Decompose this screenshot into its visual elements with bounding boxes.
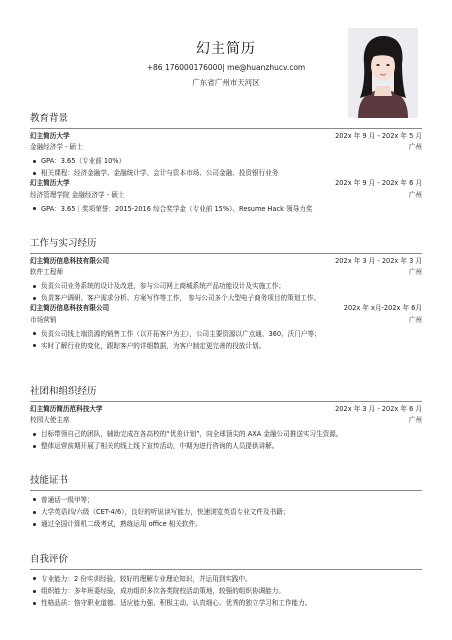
- section-social: [30, 386, 422, 452]
- entry-header: [30, 405, 422, 417]
- list-item: GPA：3.65（专业前 10%）: [30, 155, 422, 167]
- contact-line: +86 176000176000| me@huanzhucv.com: [146, 63, 306, 72]
- entry-subheader: [30, 191, 422, 203]
- section-education: [30, 113, 422, 215]
- entry-date: 202x 年 3 月 - 202x 年 6 月: [335, 404, 422, 413]
- entry-date: 202x 年 3 月 - 202x 年 3 月: [335, 256, 422, 265]
- section-evaluation: [30, 554, 422, 609]
- section-title-evaluation: 自我评价: [30, 554, 422, 570]
- entry-org: 幻主简历信息科技有限公司: [30, 304, 110, 313]
- entry-subheader: [30, 416, 422, 428]
- section-title-education: 教育背景: [30, 113, 422, 129]
- list-item: 大学英语四/六级（CET-4/6），良好的听说读写能力，快速浏览英语专业文件及书籍；: [30, 506, 422, 518]
- entry-location: 广州: [408, 143, 422, 152]
- section-title-skills: 技能证书: [30, 475, 422, 491]
- list-item: 实时了解行业的变化，跟踪客户的详细数据，为客户制定更完善的投放计划。: [30, 340, 422, 352]
- section-title-work: 工作与实习经历: [30, 238, 422, 254]
- list-item: 通过全国计算机二级考试，熟练运用 office 相关软件。: [30, 518, 422, 530]
- entry-bullets: [30, 203, 422, 215]
- entry-location: 广州: [408, 190, 422, 199]
- candidate-name: 幻主简历: [196, 41, 256, 57]
- entry-header: [30, 257, 422, 269]
- list-item: 普通话一级甲等；: [30, 494, 422, 506]
- entry-bullets: [30, 328, 422, 352]
- entry-role: 软件工程师: [30, 268, 63, 277]
- list-item: 目标带领自己的团队，辅助完成在各高校的“优差计划”，向全球顶尖的 AXA 金融公司推送实习生资源。: [30, 428, 422, 440]
- entry-location: 广州: [408, 268, 422, 277]
- profile-photo: [348, 28, 418, 118]
- entry-header: [30, 304, 422, 316]
- entry-location: 广州: [408, 416, 422, 425]
- list-item: 专业能力：2 份实训经验，较好的理解专业理论知识，并运用到实践中。: [30, 573, 422, 585]
- section-skills: [30, 475, 422, 530]
- entry-subheader: [30, 316, 422, 328]
- entry-org: 幻主简历大学: [30, 179, 70, 188]
- section-work: [30, 238, 422, 352]
- entry-date: 202x 年 9 月 - 202x 年 6 月: [335, 179, 422, 188]
- entry-role: 经济管理学院 金融经济学 - 硕士: [30, 190, 125, 199]
- entry-org: 幻主简历信息科技有限公司: [30, 256, 110, 265]
- list-item: 性格品质：恪守职业道德、适应能力强、积极主动、认真细心、优秀的独立学习和工作能力。: [30, 597, 422, 609]
- entry-bullets: [30, 428, 422, 452]
- list-item: 组织能力：多年班委经验，成功组织多次各类院校活动策地，较强的组织协调能力。: [30, 585, 422, 597]
- skills-bullets: [30, 494, 422, 531]
- list-item: 负责公司线上端资源的销售工作（以开拓客户为主），公司主要资源以广点通、360、沃门户等；: [30, 328, 422, 340]
- entry-role: 校园大使主席: [30, 416, 70, 425]
- entry-header: [30, 179, 422, 191]
- list-item: 负责客户调研、客户需求分析、方案写作等工作， 参与公司多个大型电子商务项目的策划工作。: [30, 292, 422, 304]
- entry-date: 202x 年 x月-202x 年 6月: [343, 304, 422, 313]
- entry-org: 幻主简历大学: [30, 131, 70, 140]
- entry-bullets: [30, 280, 422, 304]
- resume-header: [30, 0, 422, 118]
- entry-date: 202x 年 9 月 - 202x 年 5 月: [335, 131, 422, 140]
- entry-role: 市场营销: [30, 315, 57, 324]
- entry-org: 幻主简历简历范科技大学: [30, 404, 103, 413]
- section-title-social: 社团和组织经历: [30, 386, 422, 402]
- list-item: 相关课程：经济金融学、金融统计学、会计与资本市场、公司金融、投资银行业务: [30, 167, 422, 179]
- list-item: 负责公司业务系统的设计及改进，参与公司网上商城系统产品功能设计及实施工作；: [30, 280, 422, 292]
- list-item: 整体运营前期开展了相关的线上线下宣传活动，中期为进行咨询的人员提供讲解。: [30, 440, 422, 452]
- list-item: GPA：3.65｜奖项荣誉：2015-2016 综合奖学金（专业前 15%）、Resume Hack 领导力奖: [30, 203, 422, 215]
- evaluation-bullets: [30, 573, 422, 610]
- entry-header: [30, 132, 422, 144]
- entry-subheader: [30, 268, 422, 280]
- entry-location: 广州: [408, 315, 422, 324]
- entry-role: 金融经济学 - 硕士: [30, 143, 83, 152]
- entry-subheader: [30, 143, 422, 155]
- entry-bullets: [30, 155, 422, 179]
- portrait-image: [348, 28, 418, 118]
- address-line: 广东省广州市天河区: [192, 78, 260, 87]
